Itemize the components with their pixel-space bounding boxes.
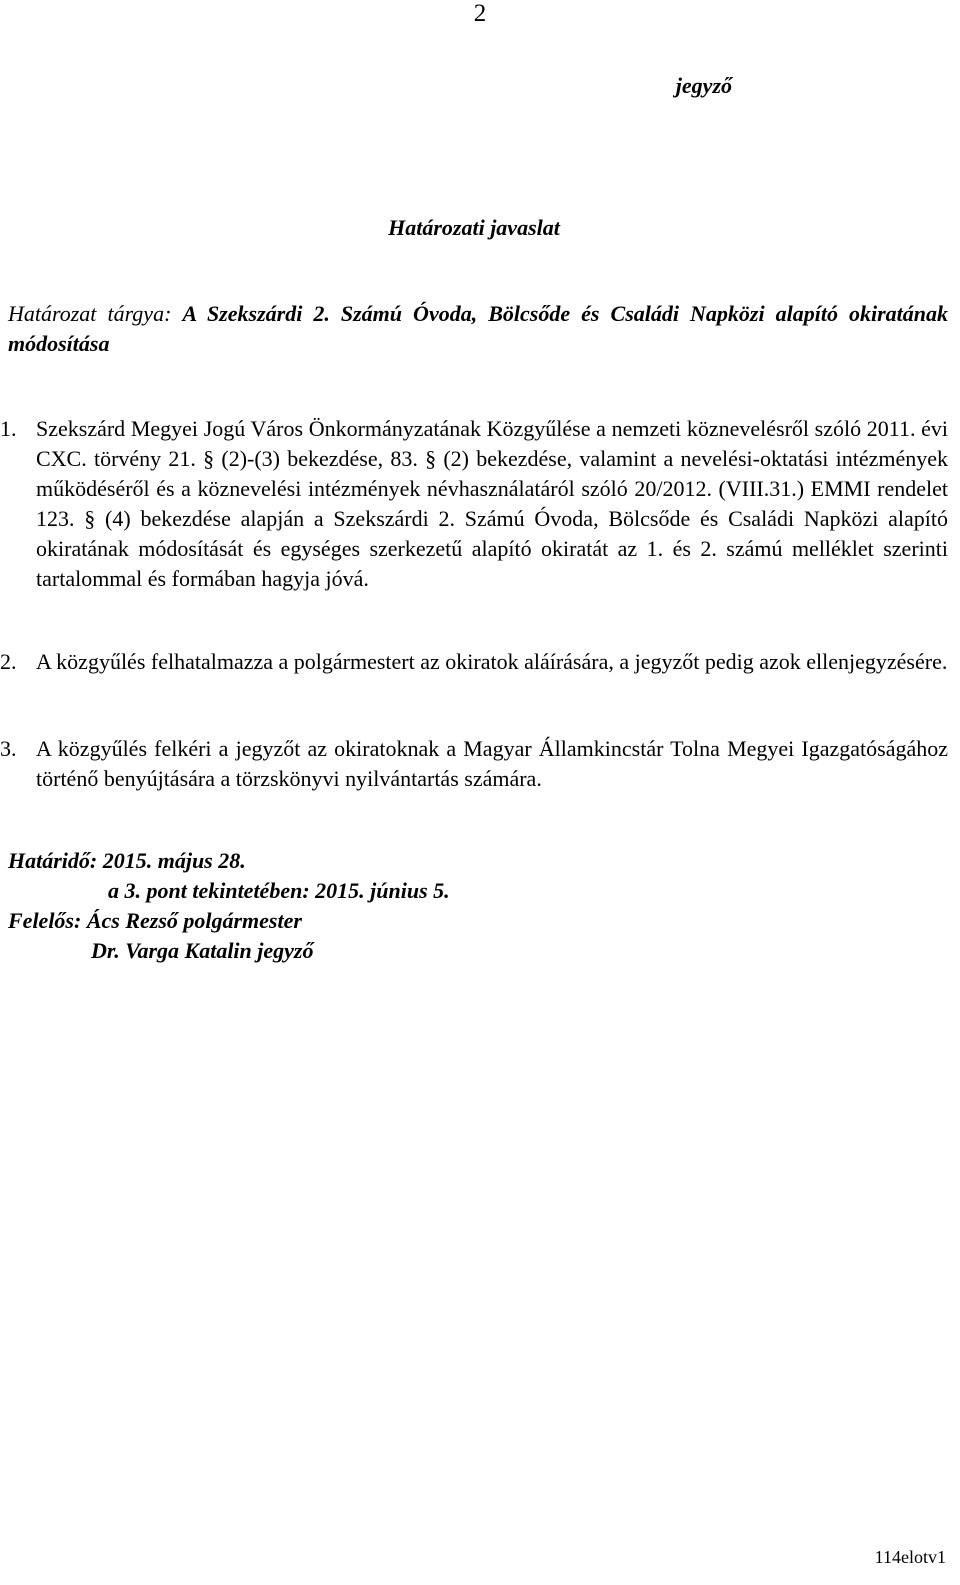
subject-label: Határozat tárgya: [8, 301, 172, 326]
item-text: A közgyűlés felhatalmazza a polgármestert az okiratok aláírására, a jegyzőt pedig azok ellenjegyzésére. [36, 649, 948, 674]
deadline-block [8, 846, 450, 966]
subject-value: A Szekszárdi 2. Számú Óvoda, Bölcsőde és Családi Napközi alapító okiratának módosítása [8, 301, 949, 356]
item-text: A közgyűlés felkéri a jegyzőt az okiratoknak a Magyar Államkincstár Tolna Megyei Igazgatóságához történő benyújtására a törzskönyvi nyilvántartás számára. [36, 736, 948, 791]
item-text: Szekszárd Megyei Jogú Város Önkormányzatának Közgyűlése a nemzeti köznevelésről szóló 2011. évi CXC. törvény 21. § (2)-(3) bekezdése, 83. § (2) bekezdése, valamint a nevelési-oktatási intézmények működéséről és a köznevelési intézmények névhasználatáról szóló 20/2012. (VIII.31.) EMMI rendelet 123. § (4) bekezdése alapján a Szekszárdi 2. Számú Óvoda, Bölcsőde és Családi Napközi alapító okiratának módosítását és egységes szerkezetű alapító okiratát az 1. és 2. számú melléklet szerinti tartalommal és formában hagyja jóvá. [36, 416, 948, 591]
item-number: 3. [0, 736, 17, 761]
page-number: 2 [473, 0, 487, 27]
item-number: 2. [0, 649, 17, 674]
resolution-item-2 [0, 647, 948, 677]
deadline-point-3-line: a 3. pont tekintetében: 2015. június 5. [108, 878, 450, 903]
author-label: jegyző [675, 73, 732, 98]
resolution-item-1 [0, 414, 948, 594]
responsible-notary-line: Dr. Varga Katalin jegyző [91, 938, 314, 963]
resolution-subject [8, 299, 948, 359]
resolution-item-3 [0, 734, 948, 794]
document-code: 114elotv1 [874, 1547, 946, 1567]
responsible-line: Felelős: Ács Rezső polgármester [8, 908, 302, 933]
proposal-title: Határozati javaslat [388, 215, 560, 240]
deadline-line: Határidő: 2015. május 28. [8, 848, 246, 873]
item-number: 1. [0, 416, 17, 441]
